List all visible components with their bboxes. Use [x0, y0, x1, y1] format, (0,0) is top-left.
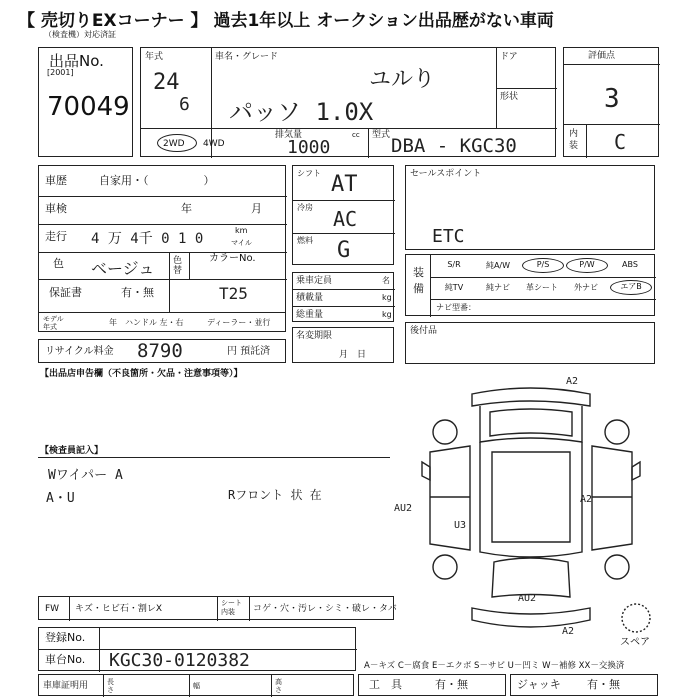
weight-label: 総重量: [296, 310, 324, 320]
warranty-options: 有・無: [121, 286, 154, 299]
seat-items: コゲ・穴・汚レ・シミ・破レ・タバ: [253, 604, 397, 614]
garage-cert-label: 車庫証明用: [43, 681, 89, 691]
jack-box: [510, 674, 658, 696]
equipment-item: 純TV: [444, 283, 464, 292]
lot-code: [2001]: [47, 68, 74, 77]
sales-point-value: ETC: [432, 226, 465, 247]
interior-value: C: [614, 130, 627, 154]
capacity-label: 乗車定員: [296, 276, 333, 286]
recycle-value: 8790: [137, 340, 183, 362]
model-row-label: モデル年式: [43, 315, 64, 331]
jack-options: 有・無: [587, 678, 620, 691]
aircon-value: AC: [333, 207, 358, 231]
equipment-item: 革シート: [526, 283, 558, 292]
chassis-value: KGC30-0120382: [109, 650, 250, 671]
name-change-unit: 月 日: [339, 350, 367, 360]
month-value: 6: [179, 94, 190, 115]
history-value: 自家用・（ ）: [99, 174, 215, 187]
mileage-value: 4 万 4千 0 1 0: [91, 231, 204, 247]
name-change-box: [292, 327, 394, 363]
equipment-item: エアB: [610, 280, 652, 295]
registration-no-label: 登録No.: [45, 631, 86, 644]
mileage-mile: マイル: [231, 239, 252, 247]
recycle-box: [38, 339, 286, 363]
model-row: [38, 312, 286, 332]
inspector-line3: Rフロント 状 在: [228, 488, 322, 502]
score-value: 3: [604, 84, 620, 114]
inspection-year-unit: 年: [181, 202, 192, 215]
chassis-label: 車台No.: [45, 653, 86, 666]
equipment-box: [405, 254, 655, 316]
score-label: 評価点: [588, 51, 616, 61]
equipment-row-2: [434, 280, 654, 298]
header-banner: [0, 0, 700, 34]
registration-box: [38, 627, 356, 671]
equipment-item: P/W: [566, 258, 608, 273]
after-parts-box: [405, 322, 655, 364]
navi-model-label: ナビ型番：: [436, 303, 476, 312]
load-unit: kg: [382, 293, 392, 302]
damage-legend: A－キズ C－腐食 E－エクボ S－サビ U－凹ミ W－補修 XX－交換済: [364, 661, 625, 671]
year-label: 年式: [145, 52, 164, 62]
recycle-unit: 円 預託済: [227, 346, 271, 357]
garage-cert-row: [38, 674, 354, 696]
sales-point-label: セールスポイント: [410, 169, 482, 179]
fw-seat-row: [38, 596, 397, 620]
lot-number: 70049: [47, 92, 130, 122]
car-damage-diagram: [400, 372, 662, 662]
equipment-item: 純ナビ: [486, 283, 510, 292]
color-change-label: 色替: [173, 256, 183, 276]
fw-label: FW: [45, 604, 60, 614]
model-type-label: 型式: [372, 130, 391, 140]
diag-mark-left: AU2: [394, 503, 413, 514]
warranty-label: 保証書: [49, 286, 82, 299]
color-value: ベージュ: [91, 259, 155, 278]
model-row-handle: ハンドル 左・右: [125, 318, 184, 327]
inspection-label: 車検: [45, 202, 67, 215]
seat-label: シート内装: [221, 599, 242, 616]
weight-unit: kg: [382, 310, 392, 319]
capacity-table: [292, 272, 394, 322]
model-hw: パッソ 1.0X: [229, 98, 374, 126]
interior-label: 内装: [569, 129, 579, 151]
fw-items: キズ・ヒビ石・割レX: [75, 604, 162, 614]
cert-width: 幅: [193, 682, 200, 690]
equipment-label: 装備: [413, 266, 424, 295]
cert-length: 長さ: [107, 678, 114, 694]
model-row-dealer: ディーラー・並行: [207, 318, 271, 327]
drive-2wd: 2WD: [163, 139, 185, 149]
jack-label: ジャッキ: [517, 678, 561, 691]
vehicle-history-table: [38, 165, 286, 315]
shift-label: シフト: [297, 169, 321, 178]
color-label: 色: [53, 257, 64, 270]
capacity-unit: 名: [382, 276, 390, 285]
inspection-month-unit: 月: [251, 202, 262, 215]
year-value: 24: [153, 70, 180, 95]
after-parts-label: 後付品: [410, 326, 438, 336]
shift-table: [292, 165, 394, 265]
header-subnote: （検査機）対応済証: [44, 30, 116, 39]
name-change-label: 名変期限: [296, 331, 333, 341]
mileage-km: km: [235, 226, 248, 235]
info-top-box: [140, 47, 556, 157]
displacement-value: 1000: [287, 137, 331, 158]
equipment-item: ABS: [622, 260, 638, 269]
grade-hw: ユルり: [369, 67, 436, 92]
lot-label: 出品No.: [49, 52, 104, 70]
load-label: 積載量: [296, 293, 324, 303]
door-label: ドア: [500, 52, 518, 62]
tools-box: [358, 674, 506, 696]
displacement-unit: cc: [352, 131, 360, 139]
equipment-row-1: [434, 258, 654, 276]
color-no-value: T25: [219, 284, 248, 303]
equipment-item: 外ナビ: [574, 283, 598, 292]
shift-value: AT: [331, 172, 358, 197]
diag-mark-bottom: A2: [562, 626, 575, 637]
lot-box: [38, 47, 133, 157]
diag-mark-rear: AU2: [518, 593, 537, 604]
model-row-year: 年: [109, 318, 117, 327]
header-title: 【 売切りEXコーナー 】 過去1年以上 オークション出品歴がない車両: [18, 11, 554, 31]
inspector-line2: A・U: [46, 491, 75, 506]
inspector-label: 【検査員記入】: [40, 446, 104, 456]
fuel-value: G: [337, 238, 351, 263]
spare-label: スペア: [620, 637, 650, 648]
sales-point-box: [405, 165, 655, 250]
diag-mark-front: A2: [566, 376, 579, 387]
cert-height: 高さ: [275, 678, 282, 694]
color-no-label: カラーNo.: [209, 253, 256, 264]
equipment-item: P/S: [522, 258, 564, 273]
tools-options: 有・無: [435, 678, 468, 691]
score-box: [563, 47, 659, 157]
diag-mark-right: A2: [580, 494, 593, 505]
equipment-item: S/R: [447, 260, 461, 269]
diag-mark-roof: U3: [454, 520, 467, 531]
history-label: 車歴: [45, 174, 67, 187]
model-type-value: DBA - KGC30: [391, 135, 517, 157]
fuel-label: 燃料: [297, 236, 313, 245]
drive-4wd: 4WD: [203, 139, 225, 149]
inspector-line1: Wワイパー A: [48, 468, 123, 483]
mileage-label: 走行: [45, 230, 67, 243]
shape-label: 形状: [500, 92, 519, 102]
equipment-item: 純A/W: [485, 261, 511, 270]
dealer-notes-label: 【出品店申告欄（不良箇所・欠品・注意事項等）】: [40, 369, 243, 379]
aircon-label: 冷房: [297, 203, 313, 212]
recycle-label: リサイクル料金: [45, 346, 114, 357]
name-label: 車名・グレード: [215, 52, 279, 62]
tools-label: 工 具: [369, 678, 402, 691]
displacement-label: 排気量: [275, 130, 303, 140]
